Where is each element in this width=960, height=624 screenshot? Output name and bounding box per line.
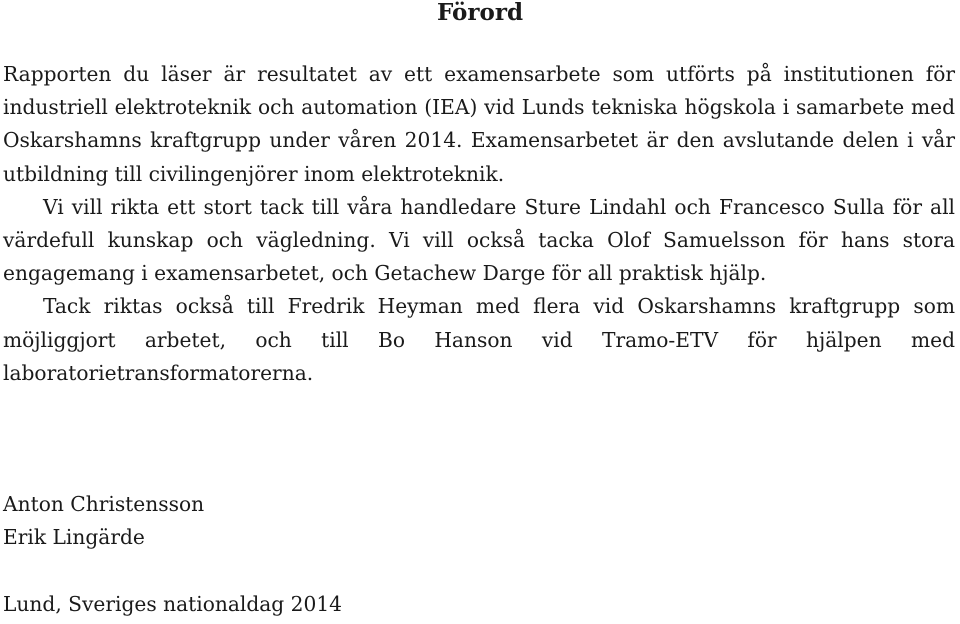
place-and-date: Lund, Sveriges nationaldag 2014 bbox=[3, 592, 343, 616]
author-name: Erik Lingärde bbox=[3, 525, 145, 549]
paragraph-intro: Rapporten du läser är resultatet av ett examensarbete som utförts på institutionen för industriell elektroteknik och automation (IEA) vid Lunds tekniska högskola i samarbete med Oskarshamns kraftgrupp under våren 2014. Examensarbetet är den avslutande delen i vår utbildning till civilingenjörer inom elektroteknik. bbox=[3, 62, 955, 186]
preface-body bbox=[3, 58, 955, 390]
paragraph-thanks-supervisors: Vi vill rikta ett stort tack till våra handledare Sture Lindahl och Francesco Sulla för all värdefull kunskap och vägledning. Vi vill också tacka Olof Samuelsson för hans stora engagemang i examensarbetet, och Getachew Darge för all praktisk hjälp. bbox=[3, 194, 955, 286]
page-title: Förord bbox=[436, 0, 524, 26]
paragraph-thanks-company: Tack riktas också till Fredrik Heyman med flera vid Oskarshamns kraftgrupp som möjliggjort arbetet, och till Bo Hanson vid Tramo-ETV för hjälpen med laboratorietransformatorerna. bbox=[3, 294, 955, 385]
author-name: Anton Christensson bbox=[3, 492, 205, 516]
